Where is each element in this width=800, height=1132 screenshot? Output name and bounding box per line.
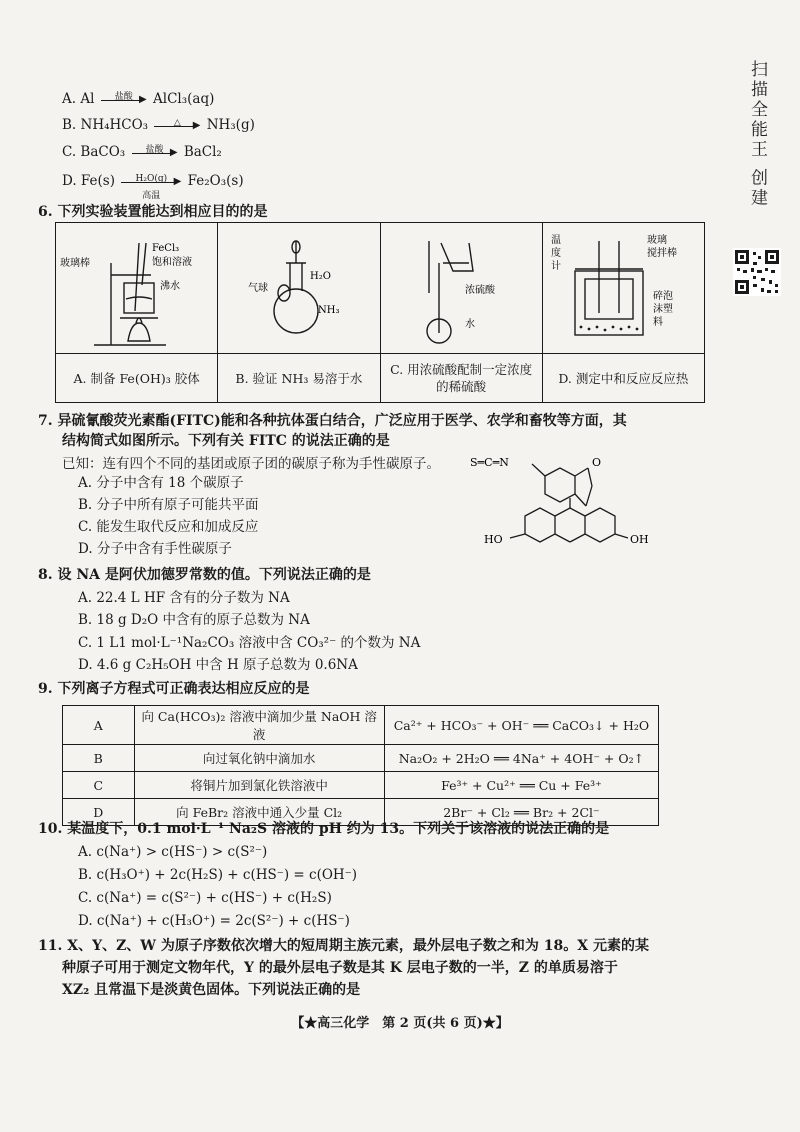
apparatus-a-label-rod: 玻璃棒 [60, 258, 90, 269]
q5-option-b: B. NH₄HCO₃ △ ▶ NH₃(g) [62, 117, 255, 133]
row-label: B [63, 745, 135, 772]
apparatus-c-drawing [381, 223, 541, 353]
q7-option-a: A. 分子中含有 18 个碳原子 [78, 475, 244, 491]
apparatus-d-label-6: 碎泡 [652, 291, 673, 302]
apparatus-c [380, 223, 542, 354]
apparatus-c-label-acid: 浓硫酸 [464, 285, 495, 296]
apparatus-a-label-water: 沸水 [160, 281, 180, 292]
fitc-label-o: O [592, 456, 602, 469]
q7-stem-line2: 结构简式如图所示。下列有关 FITC 的说法正确的是 [62, 433, 390, 449]
caption-a: A. 制备 Fe(OH)₃ 胶体 [56, 354, 218, 403]
q5-option-c: C. BaCO₃ 盐酸 ▶ BaCl₂ [62, 144, 222, 160]
q9-stem: 9. 下列离子方程式可正确表达相应反应的是 [38, 681, 310, 697]
row-description: 向 FeBr₂ 溶液中通入少量 Cl₂ [134, 799, 384, 826]
apparatus-c-label-water: 水 [464, 319, 475, 330]
row-description: 向过氧化钠中滴加水 [134, 745, 384, 772]
q11-line3: XZ₂ 且常温下是淡黄色固体。下列说法正确的是 [62, 982, 361, 998]
table-row [63, 745, 659, 772]
caption-c: C. 用浓硫酸配制一定浓度的稀硫酸 [380, 354, 542, 403]
q10-option-d: D. c(Na⁺) + c(H₃O⁺) = 2c(S²⁻) + c(HS⁻) [78, 913, 350, 929]
q10-option-a: A. c(Na⁺) > c(HS⁻) > c(S²⁻) [78, 844, 268, 860]
apparatus-a [56, 223, 218, 354]
apparatus-d-label-2: 度 [550, 248, 561, 259]
row-equation: Na₂O₂ + 2H₂O ══ 4Na⁺ + 4OH⁻ + O₂↑ [384, 745, 658, 772]
row-equation: Ca²⁺ + HCO₃⁻ + OH⁻ ══ CaCO₃↓ + H₂O [384, 706, 658, 745]
row-label: D [63, 799, 135, 826]
apparatus-b [218, 223, 380, 354]
q7-option-d: D. 分子中含有手性碳原子 [78, 541, 232, 557]
row-label: C [63, 772, 135, 799]
apparatus-d [542, 223, 704, 354]
fitc-label-ho: HO [484, 533, 503, 546]
row-description: 向 Ca(HCO₃)₂ 溶液中滴加少量 NaOH 溶液 [134, 706, 384, 745]
row-description: 将铜片加到氯化铁溶液中 [134, 772, 384, 799]
q10-stem: 10. 某温度下，0.1 mol·L⁻¹ Na₂S 溶液的 pH 约为 13。下列关于该溶液的说法正确的是 [38, 821, 610, 837]
apparatus-a-label-fecl3: FeCl₃ [152, 243, 180, 254]
table-row [63, 706, 659, 745]
q11-line1: 11. X、Y、Z、W 为原子序数依次增大的短周期主族元素，最外层电子数之和为 18。X 元素的某 [38, 938, 649, 954]
q5-option-d: D. Fe(s) H₂O(g) ▶ 高温 Fe₂O₃(s) [62, 173, 244, 201]
q10-option-b: B. c(H₃O⁺) + 2c(H₂S) + c(HS⁻) = c(OH⁻) [78, 867, 358, 883]
apparatus-d-drawing [543, 223, 703, 353]
apparatus-d-label-4: 玻璃 [646, 235, 667, 246]
row-label: A [63, 706, 135, 745]
q7-known: 已知：连有四个不同的基团或原子团的碳原子称为手性碳原子。 [62, 456, 440, 472]
apparatus-d-label-5: 搅拌棒 [646, 248, 677, 259]
fitc-label-scn: S═C═N [470, 456, 509, 469]
q8-option-b: B. 18 g D₂O 中含有的原子总数为 NA [78, 612, 310, 628]
q8-option-d: D. 4.6 g C₂H₅OH 中含 H 原子总数为 0.6NA [78, 657, 358, 673]
page-footer: 【★高三化学 第 2 页(共 6 页)★】 [291, 1016, 509, 1031]
table-row [63, 772, 659, 799]
q8-option-c: C. 1 L1 mol·L⁻¹Na₂CO₃ 溶液中含 CO₃²⁻ 的个数为 NA [78, 635, 421, 651]
q6-stem: 6. 下列实验装置能达到相应目的的是 [38, 204, 268, 220]
apparatus-b-label-h2o: H₂O [310, 271, 332, 282]
caption-d: D. 测定中和反应反应热 [542, 354, 704, 403]
apparatus-a-label-solution: 饱和溶液 [152, 257, 192, 268]
q8-stem: 8. 设 NA 是阿伏加德罗常数的值。下列说法正确的是 [38, 567, 371, 583]
apparatus-a-drawing [56, 223, 216, 353]
qr-code-icon [733, 248, 781, 296]
fitc-structure [470, 448, 660, 558]
apparatus-d-label-8: 料 [652, 317, 663, 328]
apparatus-b-label-balloon: 气球 [248, 283, 269, 294]
q6-apparatus-table [55, 222, 705, 403]
apparatus-d-label-1: 温 [550, 235, 561, 246]
q9-equation-table [62, 705, 659, 826]
apparatus-b-label-nh3: NH₃ [318, 305, 340, 316]
apparatus-d-label-7: 沫塑 [652, 304, 673, 315]
q8-option-a: A. 22.4 L HF 含有的分子数为 NA [78, 590, 290, 606]
q7-option-c: C. 能发生取代反应和加成反应 [78, 519, 259, 535]
q7-stem-line1: 7. 异硫氰酸荧光素酯(FITC)能和各种抗体蛋白结合，广泛应用于医学、农学和畜牧等方面，其 [38, 413, 627, 429]
q10-option-c: C. c(Na⁺) = c(S²⁻) + c(HS⁻) + c(H₂S) [78, 890, 332, 906]
row-equation: Fe³⁺ + Cu²⁺ ══ Cu + Fe³⁺ [384, 772, 658, 799]
caption-b: B. 验证 NH₃ 易溶于水 [218, 354, 380, 403]
scanner-watermark: 扫描全能王 创建 [747, 60, 767, 209]
q11-line2: 种原子可用于测定文物年代，Y 的最外层电子数是其 K 层电子数的一半，Z 的单质易溶于 [62, 960, 618, 976]
apparatus-b-drawing [218, 223, 378, 353]
apparatus-d-label-3: 计 [550, 261, 561, 272]
q7-option-b: B. 分子中所有原子可能共平面 [78, 497, 259, 513]
fitc-label-oh: OH [630, 533, 649, 546]
q5-option-a: A. Al 盐酸 ▶ AlCl₃(aq) [62, 91, 215, 107]
row-equation: 2Br⁻ + Cl₂ ══ Br₂ + 2Cl⁻ [384, 799, 658, 826]
